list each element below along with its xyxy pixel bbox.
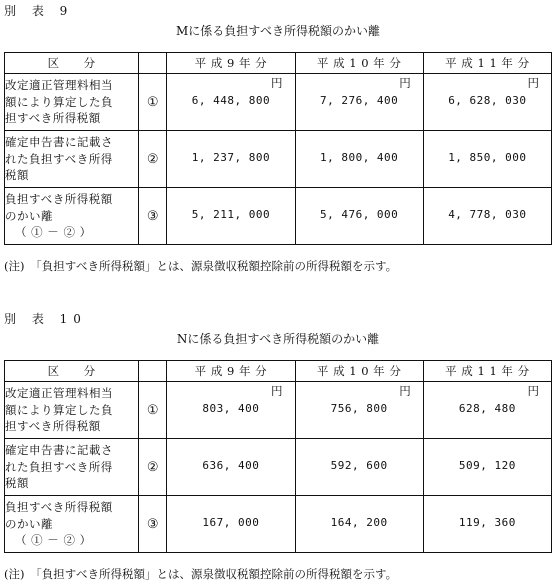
- value-cell: 円 6, 628, 030: [423, 74, 551, 131]
- table-row: [5, 439, 552, 496]
- header-num: [139, 361, 167, 382]
- header-num: [139, 53, 167, 74]
- value-cell: 592, 600: [295, 439, 423, 496]
- value-cell: 167, 000: [167, 496, 295, 553]
- yen-unit: 円: [399, 384, 411, 398]
- row-number: ③: [139, 496, 167, 553]
- row-label: 改定適正管理料相当 額により算定した負 担すべき所得税額: [5, 74, 139, 131]
- table-row: [5, 382, 552, 439]
- header-row: [5, 361, 552, 382]
- table-row: [5, 131, 552, 188]
- row-number: ③: [139, 188, 167, 245]
- value-cell: 円 803, 400: [167, 382, 295, 439]
- header-year-10: 平 成 1 0 年 分: [295, 53, 423, 74]
- value-cell: 636, 400: [167, 439, 295, 496]
- value-cell: 円 628, 480: [423, 382, 551, 439]
- header-year-11: 平 成 1 1 年 分: [423, 53, 551, 74]
- header-item: 区 分: [5, 53, 139, 74]
- row-number: ①: [139, 382, 167, 439]
- value-cell: 119, 360: [423, 496, 551, 553]
- row-label: 確定申告書に記載さ れた負担すべき所得 税額: [5, 439, 139, 496]
- value-cell: 1, 850, 000: [423, 131, 551, 188]
- yen-unit: 円: [527, 76, 539, 90]
- row-number: ②: [139, 439, 167, 496]
- header-year-11: 平 成 1 1 年 分: [423, 361, 551, 382]
- row-label: 負担すべき所得税額 のかい離 （ ① － ② ）: [5, 496, 139, 553]
- table-label: 別 表 9: [4, 4, 74, 18]
- tax-discrepancy-table: [4, 360, 552, 553]
- header-year-9: 平 成 9 年 分: [167, 361, 295, 382]
- yen-unit: 円: [271, 76, 283, 90]
- table-label: 別 表 10: [4, 312, 87, 326]
- value-cell: 4, 778, 030: [423, 188, 551, 245]
- row-number: ①: [139, 74, 167, 131]
- value-cell: 1, 800, 400: [295, 131, 423, 188]
- row-label: 改定適正管理料相当 額により算定した負 担すべき所得税額: [5, 382, 139, 439]
- yen-unit: 円: [399, 76, 411, 90]
- yen-unit: 円: [271, 384, 283, 398]
- value-cell: 509, 120: [423, 439, 551, 496]
- tax-discrepancy-table: [4, 52, 552, 245]
- row-number: ②: [139, 131, 167, 188]
- header-item: 区 分: [5, 361, 139, 382]
- row-label: 負担すべき所得税額 のかい離 （ ① － ② ）: [5, 188, 139, 245]
- header-row: [5, 53, 552, 74]
- value-cell: 164, 200: [295, 496, 423, 553]
- value-cell: 円 756, 800: [295, 382, 423, 439]
- table-row: [5, 74, 552, 131]
- table-note: (注) 「負担すべき所得税額」とは、源泉徴収税額控除前の所得税額を示す。: [4, 567, 398, 581]
- value-cell: 円 7, 276, 400: [295, 74, 423, 131]
- value-cell: 1, 237, 800: [167, 131, 295, 188]
- table-title: Nに係る負担すべき所得税額のかい離: [176, 332, 380, 346]
- table-row: [5, 496, 552, 553]
- table-note: (注) 「負担すべき所得税額」とは、源泉徴収税額控除前の所得税額を示す。: [4, 259, 398, 273]
- value-cell: 5, 476, 000: [295, 188, 423, 245]
- value-cell: 円 6, 448, 800: [167, 74, 295, 131]
- table-title: Mに係る負担すべき所得税額のかい離: [175, 24, 381, 38]
- table-row: [5, 188, 552, 245]
- header-year-9: 平 成 9 年 分: [167, 53, 295, 74]
- value-cell: 5, 211, 000: [167, 188, 295, 245]
- header-year-10: 平 成 1 0 年 分: [295, 361, 423, 382]
- yen-unit: 円: [527, 384, 539, 398]
- row-label: 確定申告書に記載さ れた負担すべき所得 税額: [5, 131, 139, 188]
